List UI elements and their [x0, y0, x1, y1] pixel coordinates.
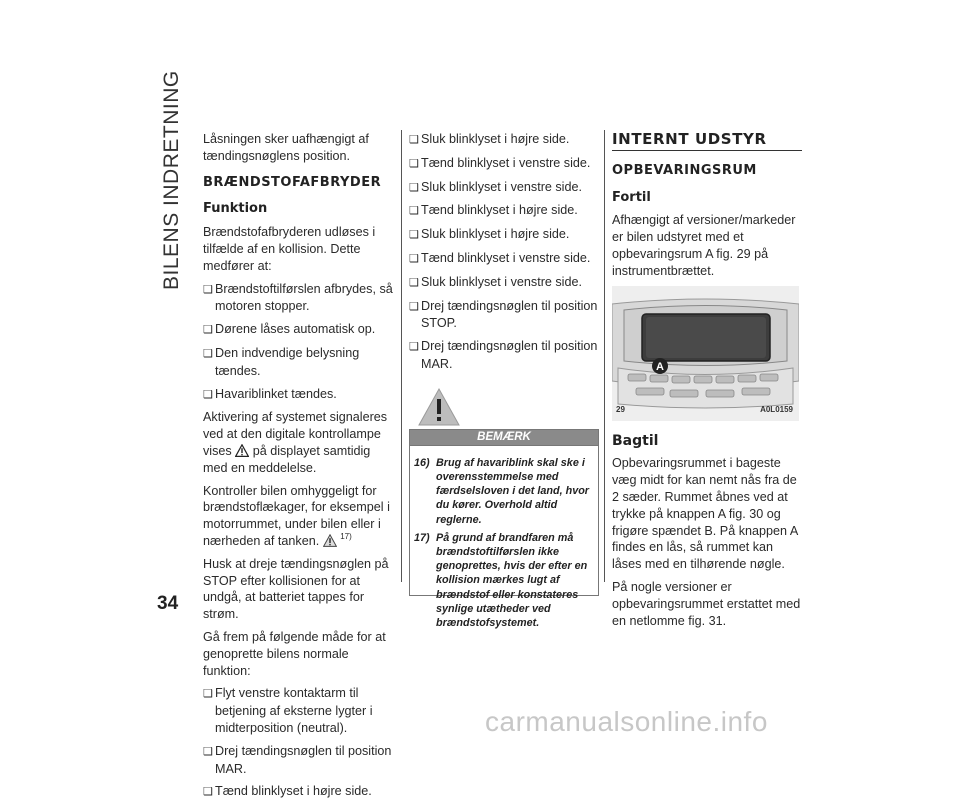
- chapter-side-title: BILENS INDRETNING: [160, 70, 183, 290]
- subtitle-function: Funktion: [203, 201, 268, 217]
- warning-box: [409, 387, 599, 630]
- figure-dashboard: [612, 286, 799, 421]
- paragraph: På nogle versioner er opbevaringsrummet erstattet med en netlomme fig. 31.: [612, 579, 801, 628]
- paragraph: Afhængigt af versioner/markeder er bilen udstyret med et opbevaringsrum A fig. 29 på instrumentbrættet.: [612, 213, 796, 278]
- watermark-text: carmanualsonline.info: [485, 706, 768, 737]
- warning-triangle-icon: [235, 444, 249, 457]
- list-item: ❑ Drej tændingsnøglen til position STOP.: [409, 298, 599, 333]
- list-item: ❑ Tænd blinklyset i højre side.: [409, 202, 599, 220]
- column-2: [409, 131, 599, 630]
- subtitle-rear: Bagtil: [612, 432, 659, 449]
- section-title-storage: OPBEVARINGSRUM: [612, 162, 757, 178]
- list-item: ❑ Tænd blinklyset i højre side.: [203, 783, 393, 801]
- list-item: ❑ Sluk blinklyset i venstre side.: [409, 179, 599, 197]
- section-title-fuel-cutoff: BRÆNDSTOFAFBRYDER: [203, 174, 382, 190]
- list-item: ❑ Drej tændingsnøglen til position MAR.: [409, 338, 599, 373]
- page-number: 34: [157, 593, 179, 614]
- paragraph-text: på displayet samtidig med en meddelelse.: [203, 443, 371, 475]
- column-divider-1: [401, 130, 402, 582]
- paragraph: [203, 483, 393, 550]
- column-3: [612, 131, 802, 635]
- column-divider-2: [604, 130, 605, 582]
- warning-triangle-icon: [323, 534, 337, 547]
- note-content: [409, 446, 599, 630]
- column-1: [203, 131, 393, 807]
- list-item: ❑ Dørene låses automatisk op.: [203, 321, 393, 339]
- note-number: 17): [414, 531, 430, 544]
- note-text: Brug af havariblink skal ske i overensstemmelse med færdselsloven i det land, hvor du kører. Overhold altid reglerne.: [436, 456, 589, 526]
- note-title-bar: BEMÆRK: [409, 429, 599, 446]
- list-item: ❑ Flyt venstre kontaktarm til betjening af eksterne lygter i midterposition (neutral).: [203, 685, 393, 736]
- paragraph: [203, 409, 393, 476]
- note-reference: 17): [340, 531, 352, 541]
- note-item: [414, 531, 594, 630]
- figure-code: A0L0159: [760, 404, 793, 414]
- dashboard-illustration: [612, 286, 799, 421]
- paragraph: Brændstofafbryderen udløses i tilfælde af en kollision. Dette medfører at:: [203, 225, 376, 273]
- list-item: ❑ Drej tændingsnøglen til position MAR.: [203, 743, 393, 778]
- note-item: [414, 456, 594, 527]
- note-number: 16): [414, 456, 430, 469]
- list-item: ❑ Den indvendige belysning tændes.: [203, 345, 393, 380]
- subtitle-front: Fortil: [612, 189, 651, 205]
- list-item: ❑ Tænd blinklyset i venstre side.: [409, 155, 599, 173]
- list-item: ❑ Sluk blinklyset i venstre side.: [409, 274, 599, 292]
- list-item: ❑ Tænd blinklyset i venstre side.: [409, 250, 599, 268]
- list-item: ❑ Sluk blinklyset i højre side.: [409, 131, 599, 149]
- figure-number: 29: [616, 404, 625, 414]
- paragraph-text: Aktivering af systemet signaleres ved at den digitale kontrollampe vises: [203, 410, 388, 458]
- paragraph: Opbevaringsrummet i bageste væg midt for kan nemt nås fra de 2 sæder. Rummet åbnes ved at trykke på knappen A fig. 30 og frigøre spændet B. På knappen A findes en lås, så rummet kan låses med en tilhørende nøgle.: [612, 456, 798, 572]
- note-text: På grund af brandfaren må brændstoftilførslen ikke genoprettes, hvis der efter en kollision mærkes lugt af brændstof eller konstateres synlige utætheder ved brændstofsystemet.: [436, 531, 588, 630]
- intro-paragraph: Låsningen sker uafhængigt af tændingsnøglens position.: [203, 132, 369, 163]
- paragraph-text: Kontroller bilen omhyggeligt for brændstoflækager, for eksempel i motorrummet, under bilen eller i nærheden af tanken.: [203, 483, 390, 548]
- list-item: ❑ Brændstoftilførslen afbrydes, så motoren stopper.: [203, 281, 393, 316]
- list-item: ❑ Sluk blinklyset i højre side.: [409, 226, 599, 244]
- paragraph: Husk at dreje tændingsnøglen på STOP efter kollisionen for at undgå, at batteriet tappes for strøm.: [203, 556, 389, 622]
- main-heading-interior: INTERNT UDSTYR: [612, 131, 802, 151]
- list-item: ❑ Havariblinket tændes.: [203, 386, 393, 404]
- warning-triangle-icon: [417, 387, 461, 427]
- figure-callout-label: A: [656, 360, 664, 373]
- paragraph: Gå frem på følgende måde for at genoprette bilens normale funktion:: [203, 629, 386, 678]
